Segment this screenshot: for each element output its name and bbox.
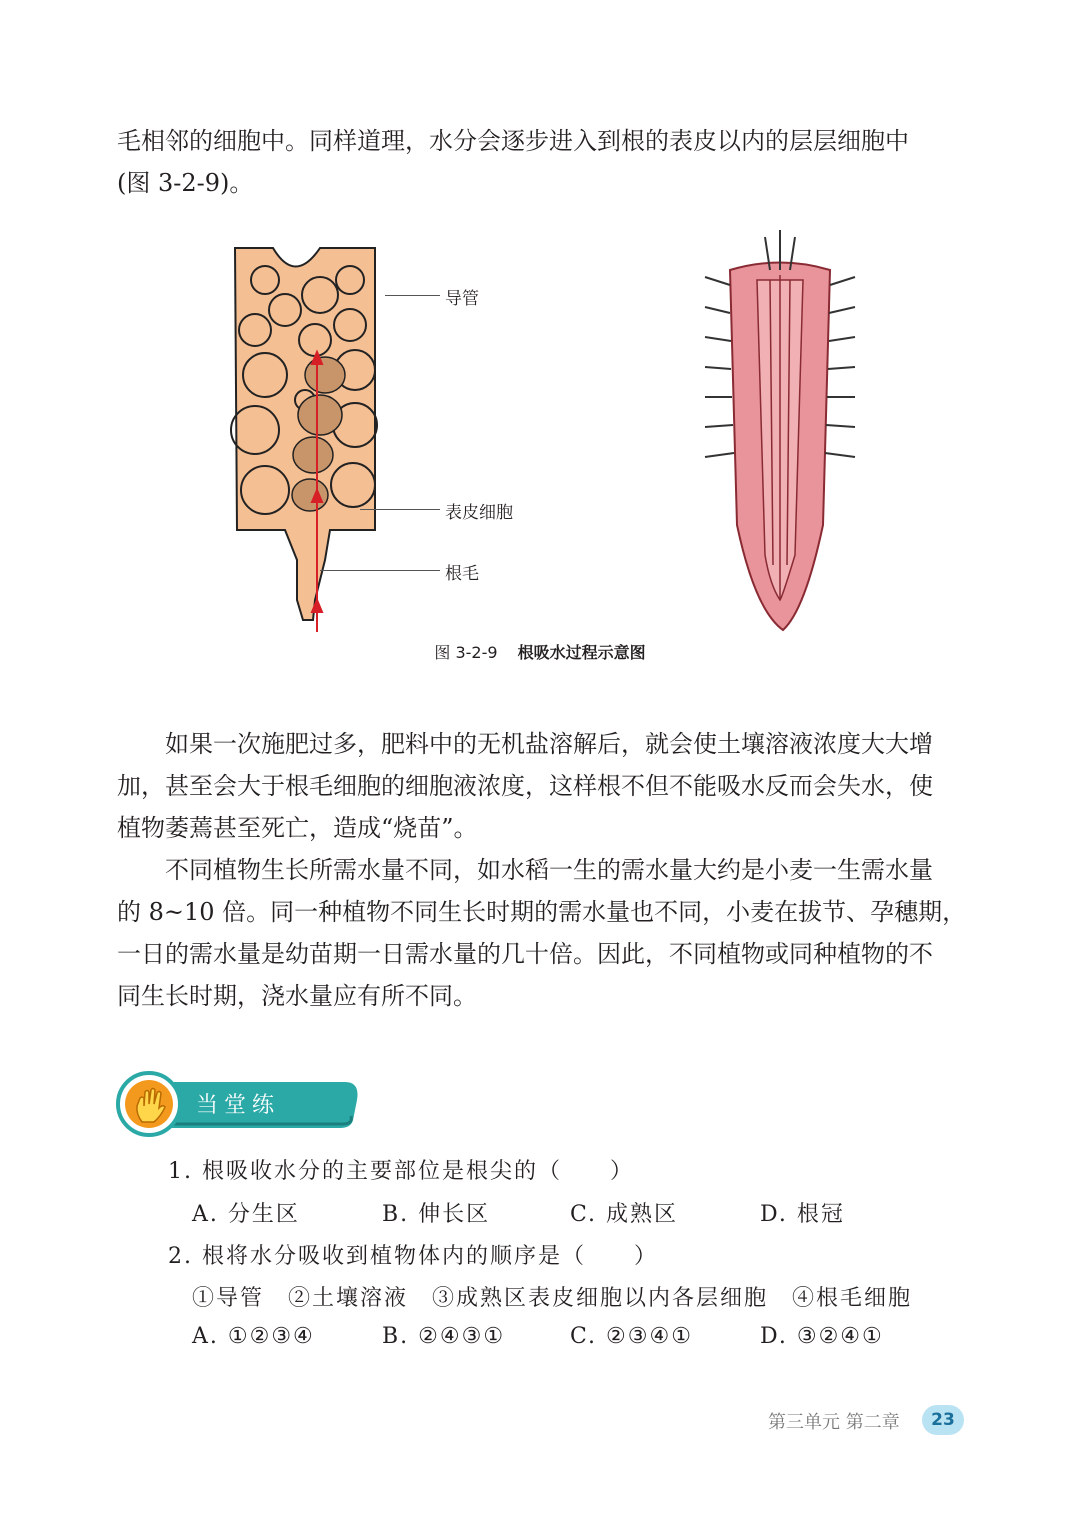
root-hair-leader-line [320,570,440,571]
question-2-option-c: C. ②③④① [570,1324,693,1349]
question-1-option-b: B. 伸长区 [382,1202,491,1227]
figure-number: 图 3-2-9 [434,643,498,662]
intro-paragraph [117,120,967,204]
para3-line-3: 一日的需水量是幼苗期一日需水量的几十倍。因此，不同植物或同种植物的不 [117,940,933,968]
figure-caption [0,640,1080,663]
intro-line-1: 毛相邻的细胞中。同样道理，水分会逐步进入到根的表皮以内的层层细胞中 [117,127,909,155]
epidermis-leader-line [360,509,440,510]
question-1-option-d: D. 根冠 [760,1202,845,1227]
root-hair-cell-diagram [225,240,405,635]
root-tip-diagram [695,225,865,635]
question-2-items: ①导管 ②土壤溶液 ③成熟区表皮细胞以内各层细胞 ④根毛细胞 [192,1286,913,1311]
para3-line-2: 的 8~10 倍。同一种植物不同生长时期的需水量也不同，小麦在拔节、孕穗期， [117,898,967,926]
para3-line-1: 不同植物生长所需水量不同，如水稻一生的需水量大约是小麦一生需水量 [165,856,933,884]
question-1-option-c: C. 成熟区 [570,1202,679,1227]
para2-line-2: 加，甚至会大于根毛细胞的细胞液浓度，这样根不但不能吸水反而会失水，使 [117,772,933,800]
epidermis-label: 表皮细胞 [445,503,513,523]
figure-title: 根吸水过程示意图 [517,643,646,662]
fertilizer-paragraph [117,723,967,849]
para2-line-3: 植物萎蔫甚至死亡，造成“烧苗”。 [117,814,478,842]
question-2-stem: 2. 根将水分吸收到植物体内的顺序是（ ） [168,1244,658,1269]
question-2-option-b: B. ②④③① [382,1324,506,1349]
water-need-paragraph [117,849,967,1017]
question-2-option-d: D. ③②④① [760,1324,884,1349]
intro-line-2: (图 3-2-9)。 [117,169,254,197]
footer-section: 第三单元 第二章 [768,1412,900,1433]
question-1-stem: 1. 根吸收水分的主要部位是根尖的（ ） [168,1159,634,1184]
hand-icon [134,1086,166,1124]
vessel-leader-line [385,295,440,296]
para2-line-1: 如果一次施肥过多，肥料中的无机盐溶解后，就会使土壤溶液浓度大大增 [165,730,933,758]
question-2-option-a: A. ①②③④ [192,1324,315,1349]
question-1-option-a: A. 分生区 [192,1202,300,1227]
page-number-badge: 23 [922,1405,964,1435]
practice-title: 当堂练 [196,1093,281,1118]
vessel-label: 导管 [445,289,479,309]
para3-line-4: 同生长时期，浇水量应有所不同。 [117,982,477,1010]
root-hair-label: 根毛 [445,564,479,584]
